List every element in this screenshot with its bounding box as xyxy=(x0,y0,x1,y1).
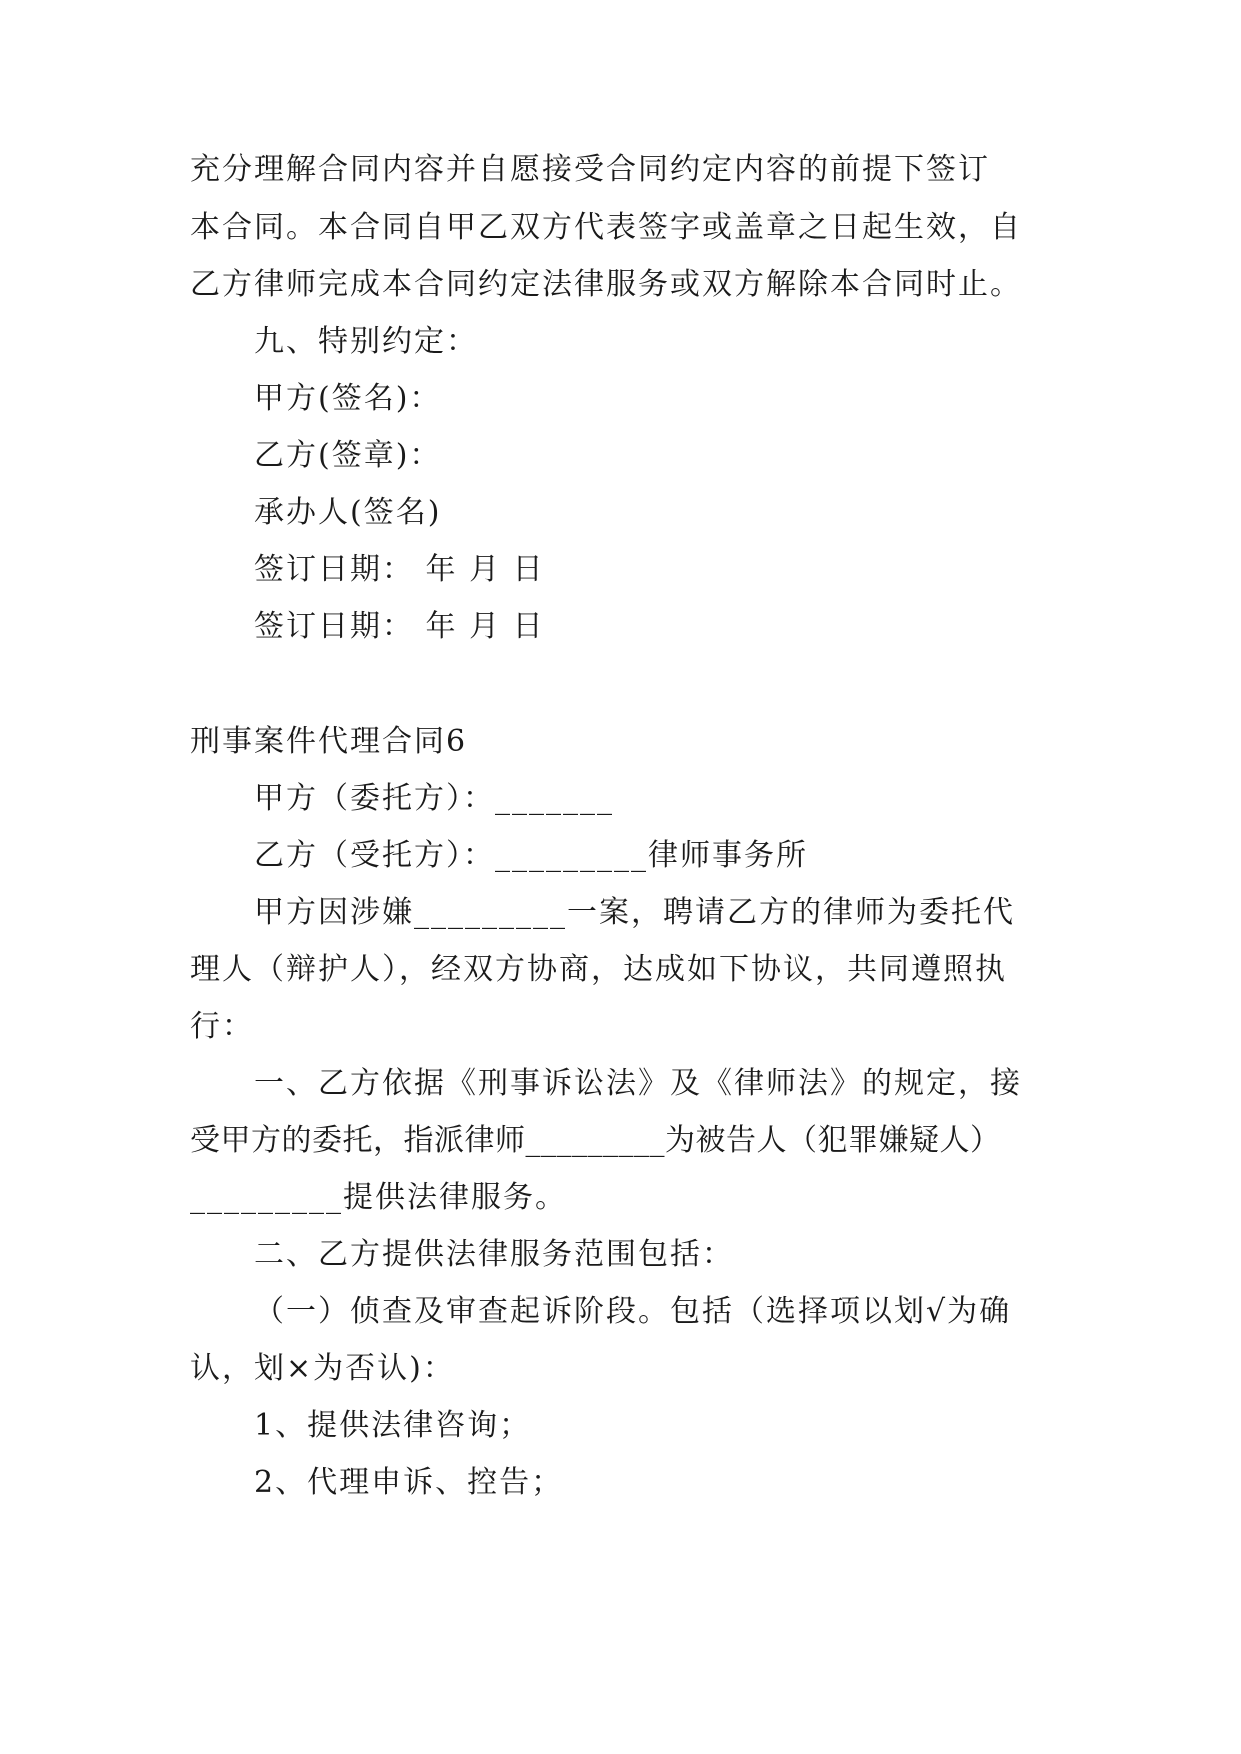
special-terms-heading: 九、特别约定： xyxy=(254,324,478,359)
list-item: 2、代理申诉、控告； xyxy=(254,1465,564,1500)
party-a-signature-label: 甲方(签名)： xyxy=(254,381,442,416)
clause-two-sub-line: （一）侦查及审查起诉阶段。包括（选择项以划√为确 xyxy=(254,1294,1012,1329)
party-a-line: 甲方（委托方）：_______ xyxy=(254,781,614,816)
clause-one-line: 一、乙方依据《刑事诉讼法》及《律师法》的规定，接 xyxy=(254,1066,1022,1101)
clause-two-sub-line: 认，划×为否认)： xyxy=(190,1351,455,1386)
party-b-line: 乙方（受托方）：_________律师事务所 xyxy=(254,838,808,873)
sign-date-line: 签订日期： 年 月 日 xyxy=(254,552,545,587)
handler-signature-label: 承办人(签名) xyxy=(254,495,442,530)
paragraph-line: 理人（辩护人），经双方协商，达成如下协议，共同遵照执 xyxy=(190,952,1007,987)
clause-one-line: 受甲方的委托，指派律师_________为被告人（犯罪嫌疑人） xyxy=(190,1123,1001,1158)
list-item: 1、提供法律咨询； xyxy=(254,1408,532,1443)
sign-date-line: 签订日期： 年 月 日 xyxy=(254,609,545,644)
paragraph-line: 甲方因涉嫌_________一案，聘请乙方的律师为委托代 xyxy=(254,895,1015,930)
paragraph-line: 充分理解合同内容并自愿接受合同约定内容的前提下签订 xyxy=(190,152,990,187)
clause-two-heading: 二、乙方提供法律服务范围包括： xyxy=(254,1237,734,1272)
paragraph-line: 本合同。本合同自甲乙双方代表签字或盖章之日起生效，自 xyxy=(190,210,1022,245)
party-b-signature-label: 乙方(签章)： xyxy=(254,438,442,473)
clause-one-line: _________提供法律服务。 xyxy=(190,1180,567,1215)
contract-title: 刑事案件代理合同6 xyxy=(190,724,468,759)
paragraph-line: 行： xyxy=(190,1009,254,1044)
paragraph-line: 乙方律师完成本合同约定法律服务或双方解除本合同时止。 xyxy=(190,267,1022,302)
